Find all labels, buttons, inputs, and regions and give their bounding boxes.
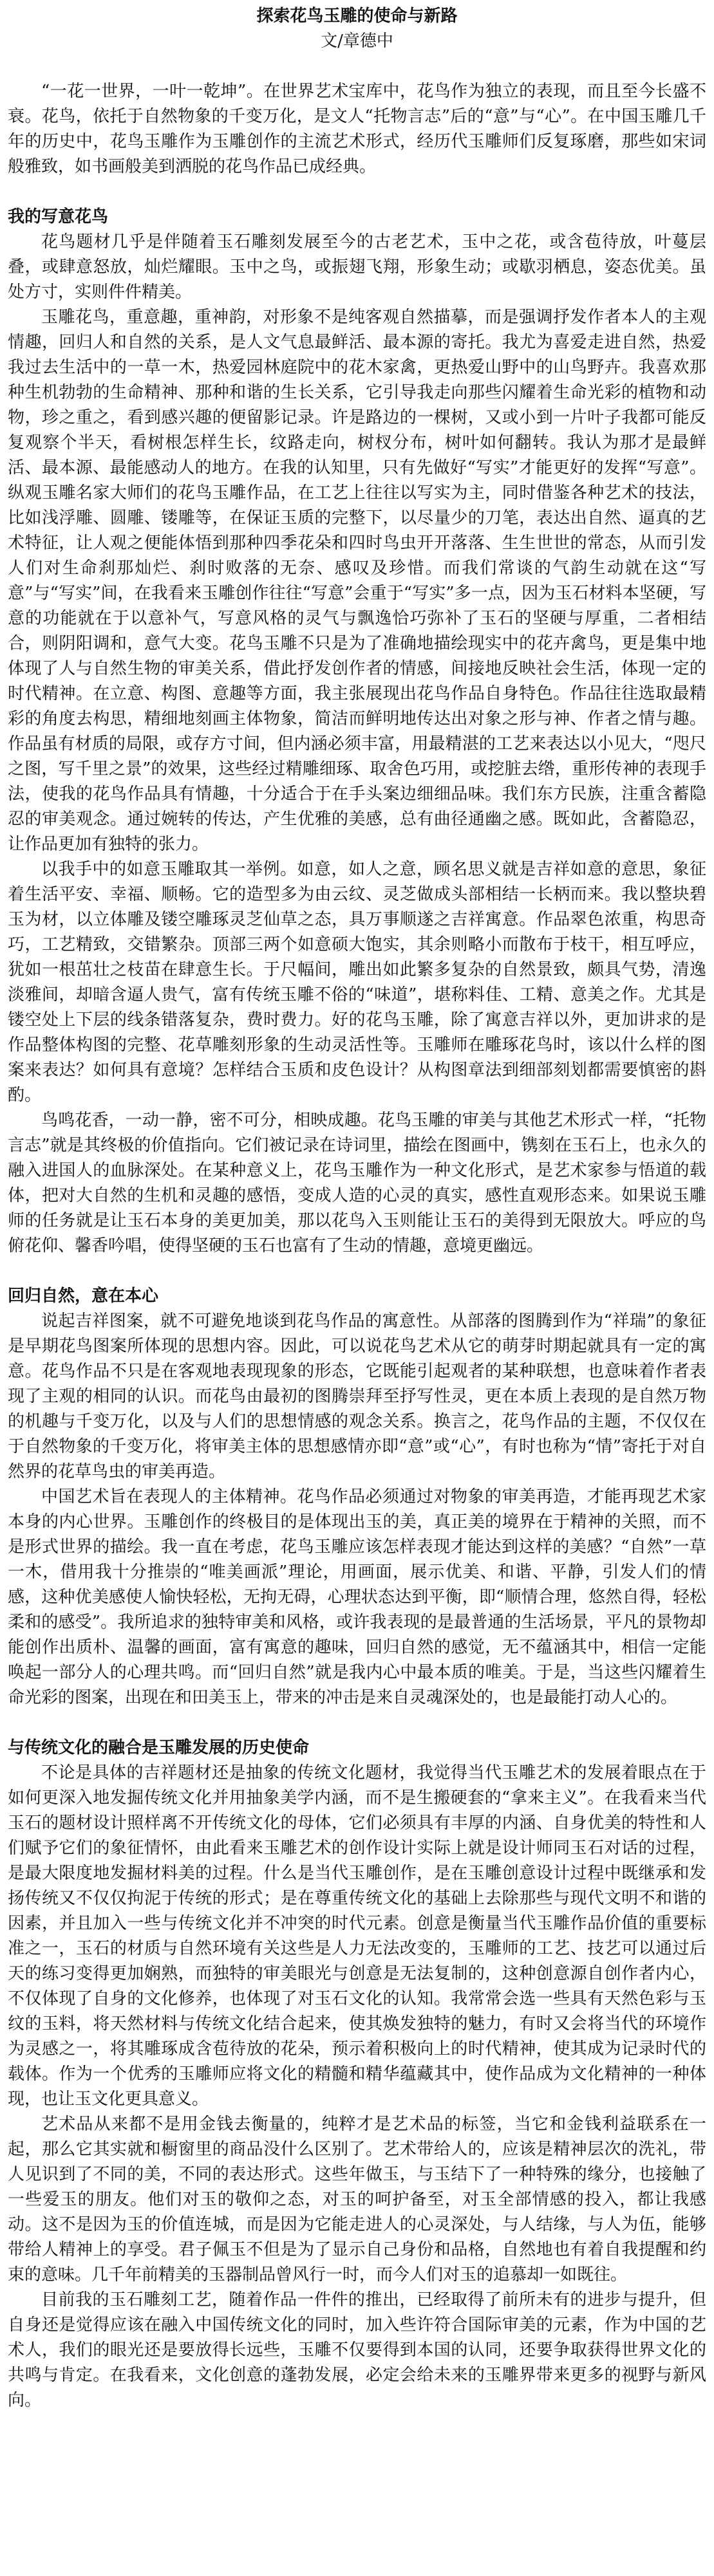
section-paragraph: 目前我的玉石雕刻工艺，随着作品一件件的推出，已经取得了前所未有的进步与提升，但自身还是觉得应该在融入中国传统文化的同时，加入些许符合国际审美的元素，作为中国的艺术人，我们的眼光还是要放得长远些，玉雕不仅要得到本国的认同，还要争取获得世界文化的共鸣与肯定。在我看来，文化创意的蓬勃发展，必定会给未来的玉雕界带来更多的视野与新风向。 bbox=[8, 2290, 706, 2410]
section-return-to-nature bbox=[8, 1284, 706, 1710]
article-title: 探索花鸟玉雕的使命与新路 bbox=[256, 6, 458, 26]
section-paragraph: 以我手中的如意玉雕取其一举例。如意，如人之意，顾名思义就是吉祥如意的意思，象征着生活平安、幸福、顺畅。它的造型多为由云纹、灵芝做成头部相结一长柄而来。我以整块碧玉为材，以立体雕及镂空雕琢灵芝仙草之态，具万事顺遂之吉祥寓意。作品翠色浓重，构思奇巧，工艺精致，交错繁杂。顶部三两个如意硕大饱实，其余则略小而散布于枝干，相互呼应，犹如一根茁壮之枝苗在肆意生长。于尺幅间，雕出如此繁多复杂的自然景致，颇具气势，清逸淡雅间，却暗含逼人贵气，富有传统玉雕不俗的“味道”，堪称料佳、工精、意美之作。尤其是镂空处上下层的线条错落复杂，费时费力。好的花鸟玉雕，除了寓意吉祥以外，更加讲求的是作品整体构图的完整、花草雕刻形象的生动灵活性等。玉雕师在雕琢花鸟时，该以什么样的图案来表达？如何具有意境？怎样结合玉质和皮色设计？从构图章法到细部刻划都需要慎密的斟酌。 bbox=[8, 860, 706, 1105]
section-paragraph: 不论是具体的吉祥题材还是抽象的传统文化题材，我觉得当代玉雕艺术的发展着眼点在于如何更深入地发掘传统文化并用抽象美学内涵，而不是生搬硬套的“拿来主义”。在我看来当代玉石的题材设计照样离不开传统文化的母体，它们必须具有丰厚的内涵、自身优美的特性和人们赋予它们的象征情怀，由此看来玉雕艺术的创作设计实际上就是设计师同玉石对话的过程，是最大限度地发掘材料美的过程。什么是当代玉雕创作，是在玉雕创意设计过程中既继承和发扬传统又不仅仅拘泥于传统的形式；是在尊重传统文化的基础上去除那些与现代文明不和谐的因素，并且加入一些与传统文化并不冲突的时代元素。创意是衡量当代玉雕作品价值的重要标准之一，玉石的材质与自然环境有关这些是人力无法改变的，玉雕师的工艺、技艺可以通过后天的练习变得更加娴熟，而独特的审美眼光与创意是无法复制的，这种创意源自创作者内心，不仅体现了自身的文化修养，也体现了对玉石文化的认知。我常常会选一些具有天然色彩与玉纹的玉料，将天然材料与传统文化结合起来，使其焕发独特的魅力，有时又会将当代的环境作为灵感之一，将其雕琢成含苞待放的花朵，预示着积极向上的时代精神，使其成为记录时代的载体。作为一个优秀的玉雕师应将文化的精髓和精华蕴藏其中，使作品成为文化精神的一种体现，也让玉文化更具意义。 bbox=[8, 1763, 706, 2109]
section-paragraph: 说起吉祥图案，就不可避免地谈到花鸟作品的寓意性。从部落的图腾到作为“祥瑞”的象征是早期花鸟图案所体现的思想内容。因此，可以说花鸟艺术从它的萌芽时期起就具有一定的寓意。花鸟作品不只是在客观地表现现象的形态，它既能引起观者的某种联想，也意味着作者表现了主观的相同的认识。而花鸟由最初的图腾崇拜至抒写性灵，更在本质上表现的是自然万物的机趣与千变万化，以及与人们的思想情感的观念关系。换言之，花鸟作品的主题，不仅仅在于自然物象的千变万化，将审美主体的思想感情亦即“意”或“心”，有时也称为“情”寄托于对自然界的花草鸟虫的审美再造。 bbox=[8, 1311, 706, 1481]
section-paragraph: 艺术品从来都不是用金钱去衡量的，纯粹才是艺术品的标签，当它和金钱利益联系在一起，那么它其实就和橱窗里的商品没什么区别了。艺术带给人的，应该是精神层次的洗礼，带人见识到了不同的美，不同的表达形式。这些年做玉，与玉结下了一种特殊的缘分，也接触了一些爱玉的朋友。他们对玉的敬仰之态，对玉的呵护备至，对玉全部情感的投入，都让我感动。这不是因为玉的价值连城，而是因为它能走进人的心灵深处，与人结缘，与人为伍，能够带给人精神上的享受。君子佩玉不但是为了显示自己身份和品格，自然地也有着自我提醒和约束的意味。几千年前精美的玉器制品曾风行一时，而今人们对玉的追慕却一如既往。 bbox=[8, 2115, 706, 2284]
section-paragraph: 中国艺术旨在表现人的主体精神。花鸟作品必须通过对物象的审美再造，才能再现艺术家本身的内心世界。玉雕创作的终极目的是体现出玉的美，真正美的境界在于精神的关照，而不是形式世界的描绘。我一直在考虑，花鸟玉雕应该怎样表现才能达到这样的美感？“自然”一草一木，借用我十分推崇的“唯美画派”理论，用画面，展示优美、和谐、平静，引发人们的情感，这种优美感使人愉快轻松，无拘无碍，心理状态达到平衡，即“顺情合理，悠然自得，轻松柔和的感受”。我所追求的独特审美和风格，或许我表现的是最普通的生活场景，平凡的景物却能创作出质朴、温馨的画面，富有寓意的趣味，回归自然的感觉，无不蕴涵其中，相信一定能唤起一部分人的心理共鸣。而“回归自然”就是我内心中最本质的唯美。于是，当这些闪耀着生命光彩的图案，出现在和田美玉上，带来的冲击是来自灵魂深处的，也是最能打动人心的。 bbox=[8, 1487, 706, 1707]
section-my-freehand-flowers-birds bbox=[8, 205, 706, 1259]
section-paragraph: 花鸟题材几乎是伴随着玉石雕刻发展至今的古老艺术，玉中之花，或含苞待放，叶蔓层叠，或肆意怒放，灿烂耀眼。玉中之鸟，或振翅飞翔，形象生动；或歇羽栖息，姿态优美。虽处方寸，实则件件精美。 bbox=[8, 232, 706, 302]
section-heading: 与传统文化的融合是玉雕发展的历史使命 bbox=[8, 1738, 310, 1757]
intro-paragraph: “一花一世界，一叶一乾坤”。在世界艺术宝库中，花鸟作为独立的表现，而且至今长盛不衰。花鸟，依托于自然物象的千变万化，是文人“托物言志”后的“意”与“心”。在中国玉雕几千年的历史中，花鸟玉雕作为玉雕创作的主流艺术形式，经历代玉雕师们反复琢磨，那些如宋词般雅致，如书画般美到洒脱的花鸟作品已成经典。 bbox=[8, 82, 706, 176]
section-traditional-culture-mission bbox=[8, 1736, 706, 2413]
section-paragraph: 鸟鸣花香，一动一静，密不可分，相映成趣。花鸟玉雕的审美与其他艺术形式一样，“托物言志”就是其终极的价值指向。它们被记录在诗词里，描绘在图画中，镌刻在玉石上，也永久的融入进国人的血脉深处。在某种意义上，花鸟玉雕作为一种文化形式，是艺术家参与悟道的载体，把对大自然的生机和灵趣的感悟，变成人造的心灵的真实，感性直观形态来。如果说玉雕师的任务就是让玉石本身的美更加美，那以花鸟入玉则能让玉石的美得到无限放大。呼应的鸟俯花仰、馨香吟唱，使得坚硬的玉石也富有了生动的情趣，意境更幽远。 bbox=[8, 1111, 706, 1256]
section-heading: 回归自然，意在本心 bbox=[8, 1286, 159, 1306]
section-paragraph: 玉雕花鸟，重意趣，重神韵，对形象不是纯客观自然描摹，而是强调抒发作者本人的主观情趣，回归人和自然的关系，是人文气息最鲜活、最本源的寄托。我尤为喜爱走进自然，热爱我过去生活中的一草一木，热爱园林庭院中的花木家禽，更热爱山野中的山鸟野卉。我喜欢那种生机勃勃的生命精神、那种和谐的生长关系，它引导我走向那些闪耀着生命光彩的植物和动物，珍之重之，看到感兴趣的便留影记录。许是路边的一棵树，又或小到一片叶子我都可能反复观察个半天，看树根怎样生长，纹路走向，树杈分布，树叶如何翻转。我认为那才是最鲜活、最本源、最能感动人的地方。在我的认知里，只有先做好“写实”才能更好的发挥“写意”。纵观玉雕名家大师们的花鸟玉雕作品，在工艺上往往以写实为主，同时借鉴各种艺术的技法，比如浅浮雕、圆雕、镂雕等，在保证玉质的完整下，以尽量少的刀笔，表达出自然、逼真的艺术特征，让人观之便能体悟到那种四季花朵和四时鸟虫开开落落、生生世世的常态，从而引发人们对生命刹那灿烂、刹时败落的无奈、感叹及珍惜。而我们常谈的气韵生动就在这“写意”与“写实”间，在我看来玉雕创作往往“写意”会重于“写实”多一点，因为玉石材料本坚硬，写意的功能就在于以意补气，写意风格的灵气与飘逸恰巧弥补了玉石的坚硬与厚重，二者相结合，则阴阳调和，意气大变。花鸟玉雕不只是为了准确地描绘现实中的花卉禽鸟，更是集中地体现了人与自然生物的审美关系，借此抒发创作者的情感，间接地反映社会生活，体现一定的时代精神。在立意、构图、意趣等方面，我主张展现出花鸟作品自身特色。作品往往选取最精彩的角度去构思，精细地刻画主体物象，简洁而鲜明地传达出对象之形与神、作者之情与趣。作品虽有材质的局限，或存方寸间，但内涵必须丰富，用最精湛的工艺来表达以小见大，“咫尺之图，写千里之景”的效果，这些经过精雕细琢、取舍色巧用，或挖脏去绺，重形传神的表现手法，使我的花鸟作品具有情趣，十分适合于在手头案边细细品味。我们东方民族，注重含蓄隐忍的审美观念。通过婉转的传达，产生优雅的美感，总有曲径通幽之感。既如此，含蓄隐忍，让作品更加有独特的张力。 bbox=[8, 308, 706, 854]
section-heading: 我的写意花鸟 bbox=[8, 207, 109, 227]
article-author: 文/章德中 bbox=[321, 32, 393, 51]
